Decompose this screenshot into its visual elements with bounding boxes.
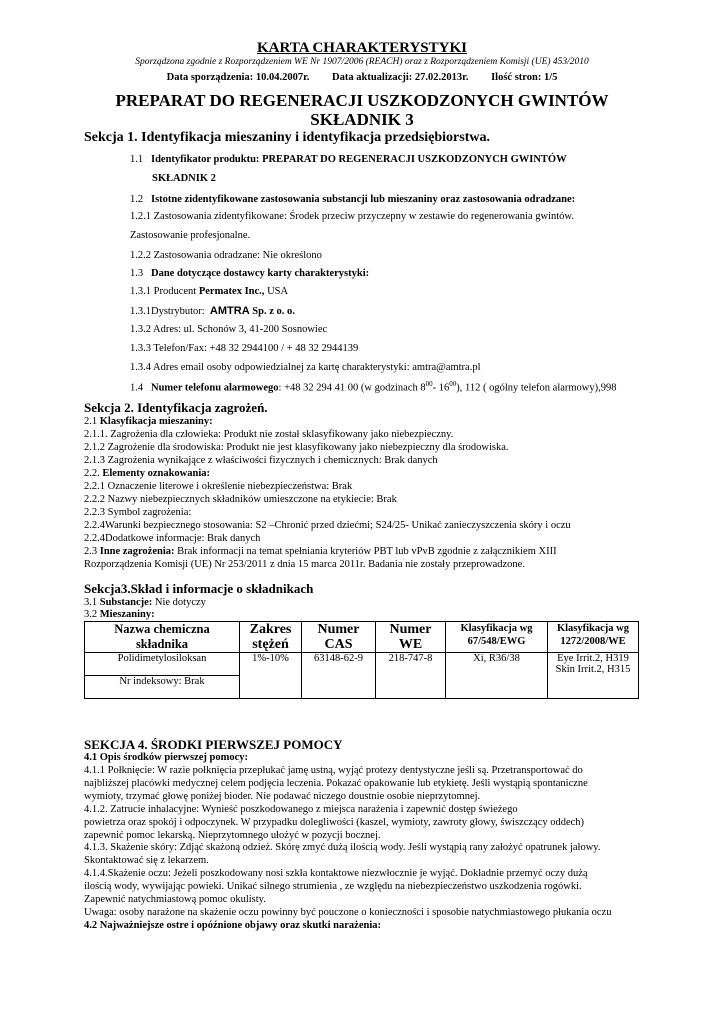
cls2-text: Eye Irrit.2, H319	[557, 653, 629, 664]
section4-line: wymioty, trzymać głowę poniżej bioder. Nie podawać niczego doustnie osobie nieprzytomnej.	[84, 790, 481, 802]
item-2-2	[84, 468, 210, 479]
item-1-2-2: 1.2.2 Zastosowania odradzane: Nie określono	[130, 250, 322, 261]
header-text: składnika	[135, 637, 189, 651]
item-number: 3.2	[84, 609, 98, 620]
section4-line: ilością wody, wywijając powieki. Unikać silnego strumienia , ze względu na niebezpieczeństwo uszkodzenia rogówki.	[84, 881, 582, 893]
cls2-text: Skin Irrit.2, H315	[555, 664, 631, 675]
item-number: 1.1	[130, 154, 144, 165]
phone-sup: 00	[425, 380, 433, 388]
table-row	[85, 653, 639, 676]
phone-part: - 16	[432, 382, 450, 394]
document-title: KARTA CHARAKTERYSTYKI	[257, 40, 467, 56]
item-3-2	[84, 609, 155, 620]
item-number: 2.1	[84, 416, 98, 427]
cell-cls1: Xi, R36/38	[446, 653, 548, 699]
item-1-2-1-cont: Zastosowanie profesjonalne.	[130, 230, 251, 241]
item-2-3	[84, 546, 557, 557]
item-2-2-4b: 2.2.4Dodatkowe informacje: Brak danych	[84, 533, 261, 544]
item-1-4	[130, 380, 617, 394]
item-label: Elementy oznakowania:	[102, 468, 210, 479]
distributor-brand: AMTRA	[209, 305, 250, 317]
section4-line: Skontaktować się z lekarzem.	[84, 855, 209, 867]
producer-label: 1.3.1 Producent	[130, 286, 197, 297]
section3-heading: Sekcja3.Skład i informacje o składnikach	[84, 581, 314, 596]
header-text: 67/548/EWG	[467, 636, 526, 647]
header-text: Numer	[317, 622, 360, 637]
item-number: 2.3	[84, 546, 98, 557]
item-number: 2.2.	[84, 468, 100, 479]
col-header-cls2	[548, 622, 639, 653]
item-value: PREPARAT DO REGENERACJI USZKODZONYCH GWINTÓW	[262, 154, 567, 165]
date-created: Data sporządzenia: 10.04.2007r.	[166, 72, 310, 83]
col-header-cas	[302, 622, 376, 653]
producer-name: Permatex Inc.,	[198, 286, 265, 297]
item-2-3-cont: Rozporządzenia Komisji (UE) Nr 253/2011 z dnia 15 marca 2011r. Badania nie zostały przeprowadzone.	[84, 559, 525, 570]
producer-country: USA	[267, 286, 289, 297]
item-2-2-1: 2.2.1 Oznaczenie literowe i określenie niebezpieczeństwa: Brak	[84, 481, 353, 492]
item-number: 3.1	[84, 597, 98, 608]
product-component: SKŁADNIK 3	[310, 110, 414, 129]
item-4-2: 4.2 Najważniejsze ostre i opóźnione objawy oraz skutki narażenia:	[84, 919, 381, 931]
item-2-1-1: 2.1.1. Zagrożenia dla człowieka: Produkt nie został sklasyfikowany jako niebezpieczny.	[84, 429, 454, 440]
section4-line: Uwaga: osoby narażone na skażenie oczu powinny być pouczone o konieczności i sposobie natychmiastowego płukania oczu	[84, 906, 612, 918]
item-label: Inne zagrożenia:	[99, 546, 175, 557]
item-1-3-1-distributor	[130, 305, 295, 317]
header-text: 1272/2008/WE	[560, 636, 626, 647]
item-4-1: 4.1 Opis środków pierwszej pomocy:	[84, 752, 249, 763]
header-text: Numer	[389, 622, 432, 637]
phone-part: ), 112 ( ogólny telefon alarmowy),998	[456, 382, 617, 394]
item-label: Mieszaniny:	[99, 609, 155, 620]
item-text: Brak informacji na temat spełniania kryteriów PBT lub vPvB zgodnie z załącznikiem XIII	[177, 546, 557, 557]
page-count: Ilość stron: 1/5	[491, 72, 558, 83]
section4-line: zapewnić pomoc lekarską. Nieprzytomnego ułożyć w pozycji bocznej.	[84, 829, 381, 841]
header-text: Nazwa chemiczna	[114, 622, 210, 636]
item-3-1	[84, 597, 206, 608]
item-2-2-3: 2.2.3 Symbol zagrożenia:	[84, 507, 192, 518]
section4-line: 4.1.1 Połknięcie: W razie połknięcia przepłukać jamę ustną, wyjąć protezy dentystyczne jeśli są. Przetransportować do	[84, 765, 583, 776]
cell-we: 218-747-8	[376, 653, 446, 699]
item-label: Identyfikator produktu:	[151, 154, 260, 165]
header-text: CAS	[324, 637, 353, 652]
phone-sup: 00	[449, 380, 457, 388]
item-value: Nie dotyczy	[154, 597, 206, 608]
composition-table	[84, 621, 639, 699]
item-number: 1.4	[130, 382, 144, 394]
item-number: 1.3	[130, 268, 144, 279]
cell-cas: 63148-62-9	[302, 653, 376, 699]
section4-line: 4.1.4.Skażenie oczu: Jeżeli poszkodowany nosi szkła kontaktowe niezwłocznie je wyjąć. Dokładnie przemyć oczy dużą	[84, 868, 588, 880]
item-2-1	[84, 416, 213, 427]
section4-heading: SEKCJA 4. ŚRODKI PIERWSZEJ POMOCY	[84, 737, 343, 752]
item-1-3	[130, 268, 369, 279]
item-label: Dane dotyczące dostawcy karty charakterystyki:	[151, 268, 370, 279]
regulation-note: Sporządzona zgodnie z Rozporządzeniem WE Nr 1907/2006 (REACH) oraz z Rozporządzeniem Komisji (UE) 453/2010	[135, 57, 589, 67]
distributor-name: Sp. z o. o.	[252, 306, 295, 317]
item-1-3-4: 1.3.4 Adres email osoby odpowiedzialnej za kartę charakterystyki: amtra@amtra.pl	[130, 362, 481, 373]
section4-line: Zapewnić natychmiastową pomoc okulisty.	[84, 894, 266, 905]
header-text: stężeń	[252, 637, 289, 652]
item-1-3-1-producer	[130, 286, 288, 297]
col-header-we	[376, 622, 446, 653]
item-2-2-4a: 2.2.4Warunki bezpiecznego stosowania: S2 –Chronić przed dziećmi; S24/25- Unikać zanieczyszczenia skóry i oczu	[84, 520, 571, 531]
item-2-1-3: 2.1.3 Zagrożenia wynikające z właściwości fizycznych i chemicznych: Brak danych	[84, 455, 438, 466]
dates-line	[0, 72, 724, 83]
item-1-1-cont: SKŁADNIK 2	[152, 173, 216, 184]
section4-line: najbliższej placówki medycznej celem podjęcia leczenia. Pokazać opakowanie lub etykietę. Jeśli wystąpią spontaniczne	[84, 777, 588, 789]
cell-conc: 1%-10%	[240, 653, 302, 699]
col-header-conc	[240, 622, 302, 653]
item-2-1-2: 2.1.2 Zagrożenie dla środowiska: Produkt nie jest klasyfikowany jako niebezpieczny dla środowiska.	[84, 442, 509, 453]
product-name: PREPARAT DO REGENERACJI USZKODZONYCH GWINTÓW	[115, 91, 609, 110]
header-text: Klasyfikacja wg	[556, 623, 630, 634]
section1-heading: Sekcja 1. Identyfikacja mieszaniny i identyfikacja przedsiębiorstwa.	[84, 130, 490, 145]
item-label: Klasyfikacja mieszaniny:	[99, 416, 213, 427]
cell-cls2	[548, 653, 639, 699]
phone-part: : +48 32 294 41 00 (w godzinach 8	[278, 382, 426, 394]
item-2-2-2: 2.2.2 Nazwy niebezpiecznych składników umieszczone na etykiecie: Brak	[84, 494, 397, 505]
item-1-1	[130, 154, 567, 165]
section4-line: 4.1.2. Zatrucie inhalacyjne: Wynieść poszkodowanego z miejsca narażenia i zapewnić dostęp świeżego	[84, 803, 518, 815]
distributor-label: 1.3.1Dystrybutor:	[130, 306, 205, 317]
col-header-cls1	[446, 622, 548, 653]
item-1-2-1: 1.2.1 Zastosowania zidentyfikowane: Środek przeciw przyczepny w zestawie do regenerowania gwintów.	[130, 211, 574, 222]
cell-index: Nr indeksowy: Brak	[85, 676, 240, 699]
header-text: WE	[398, 637, 423, 652]
col-header-name	[85, 622, 240, 653]
item-1-2	[130, 194, 575, 205]
section4-line: 4.1.3. Skażenie skóry: Zdjąć skażoną odzież. Skórę zmyć dużą ilością wody. Jeśli wystąpią rany założyć opatrunek jałowy.	[84, 842, 601, 854]
item-label: Istotne zidentyfikowane zastosowania substancji lub mieszaniny oraz zastosowania odradzane:	[151, 194, 576, 205]
table-header-row	[85, 622, 639, 653]
section2-heading: Sekcja 2. Identyfikacja zagrożeń.	[84, 400, 268, 415]
item-1-3-3: 1.3.3 Telefon/Fax: +48 32 2944100 / + 48 32 2944139	[130, 343, 359, 354]
item-number: 1.2	[130, 194, 144, 205]
item-label: Substancje:	[99, 597, 153, 608]
cell-name: Polidimetylosiloksan	[85, 653, 240, 676]
header-text: Klasyfikacja wg	[460, 623, 533, 634]
date-updated: Data aktualizacji: 27.02.2013r.	[332, 72, 469, 83]
section4-line: powietrza oraz spokój i odpoczynek. W przypadku dolegliwości (kaszel, wymioty, zawroty głowy, świszczący oddech)	[84, 816, 585, 828]
item-label: Numer telefonu alarmowego	[151, 382, 279, 394]
header-text: Zakres	[249, 622, 292, 637]
item-1-3-2: 1.3.2 Adres: ul. Schonów 3, 41-200 Sosnowiec	[130, 324, 328, 335]
